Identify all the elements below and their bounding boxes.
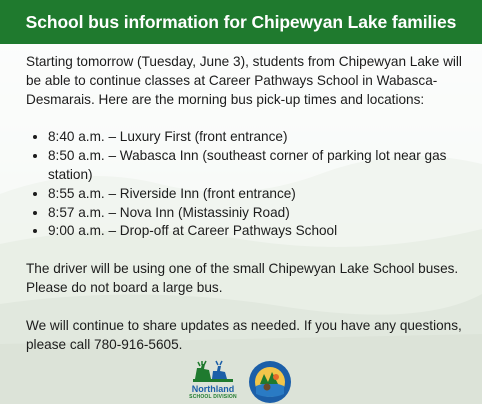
list-item: • 9:00 a.m. – Drop-off at Career Pathways School (48, 222, 466, 241)
northland-subtitle: SCHOOL DIVISION (189, 394, 237, 400)
northland-wordmark: Northland (191, 384, 235, 394)
northland-school-division-logo (187, 360, 239, 404)
page-title: School bus information for Chipewyan Lake families (25, 11, 457, 32)
list-item: • 8:57 a.m. – Nova Inn (Mistassiniy Road) (48, 204, 466, 223)
bus-stop-list (26, 128, 466, 241)
closing-paragraph: We will continue to share updates as needed. If you have any questions, please call 780-916-5605. (26, 317, 462, 352)
chipewyan-lake-school-logo (248, 360, 292, 404)
moose-icon (187, 360, 239, 384)
list-item: • 8:55 a.m. – Riverside Inn (front entrance) (48, 185, 466, 204)
title-banner (0, 0, 482, 44)
list-item: • 8:50 a.m. – Wabasca Inn (southeast corner of parking lot near gas station) (48, 147, 466, 185)
intro-paragraph: Starting tomorrow (Tuesday, June 3), students from Chipewyan Lake will be able to continue classes at Career Pathways School in Wabasca-Desmarais. Here are the morning bus pick-up times and locations: (26, 54, 462, 107)
list-item: • 8:40 a.m. – Luxury First (front entrance) (48, 128, 466, 147)
logo-row (187, 360, 297, 404)
driver-note: The driver will be using one of the small Chipewyan Lake School buses. Please do not board a large bus. (26, 261, 459, 295)
announcement-body (26, 53, 466, 354)
